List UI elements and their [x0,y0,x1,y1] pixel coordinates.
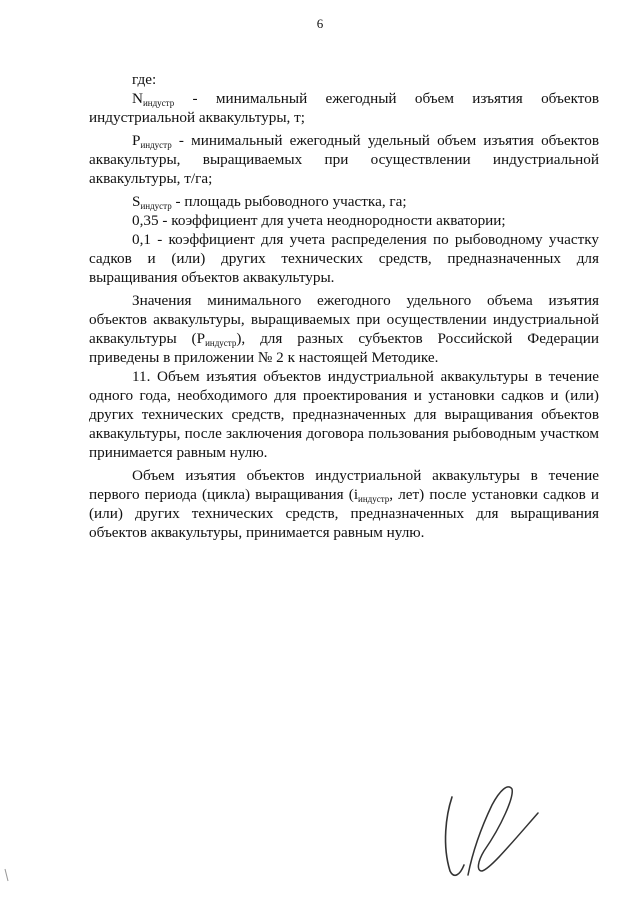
final-paragraph-start: Объем изъятия объектов индустриальной аквакультуры в течение первого периода (цикла) выращивания (i [89,467,599,503]
symbol-s: S [132,193,141,210]
subscript-n: индустр [142,98,175,108]
page-number: 6 [316,16,324,31]
final-paragraph [89,466,599,542]
subscript-p: индустр [140,140,172,150]
definition-s-text: - площадь рыбоводного участка, га; [171,193,407,210]
definition-n-text: - минимальный ежегодный объем изъятия объектов индустриальной аквакультуры, т; [89,90,599,126]
values-paragraph-start: Значения минимального ежегодного удельного объема изъятия объектов аквакультуры, выращиваемых при осуществлении индустриальной аквакультуры (P [89,292,599,347]
coefficient-035: 0,35 - коэффициент для учета неоднородности акватории; [132,212,506,229]
definition-p [89,131,599,188]
symbol-p: P [132,132,141,149]
subscript-s: индустр [140,201,172,211]
symbol-n: N [132,90,143,107]
values-paragraph-end: ), для разных субъектов Российской Федерации приведены в приложении № 2 к настоящей Методике. [89,330,599,366]
values-paragraph-subscript: индустр [205,338,237,348]
coefficient-01: 0,1 - коэффициент для учета распределения по рыбоводному участку садков и (или) других технических средств, предназначенных для выращивания объектов аквакультуры. [89,231,599,286]
final-paragraph-subscript: индустр [358,494,390,504]
scan-edge-mark [4,868,10,882]
paragraph-11: 11. Объем изъятия объектов индустриальной аквакультуры в течение одного года, необходимого для проектирования и установки садков и (или) других технических средств, предназначенных для выращивания объектов аквакультуры, после заключения договора пользования рыбоводным участком принимается равным нулю. [89,368,599,461]
handwritten-signature [420,775,570,885]
final-paragraph-end: , лет) после установки садков и (или) других технических средств, предназначенных для выращивания объектов аквакультуры, принимается равным нулю. [89,486,599,541]
values-paragraph [89,291,599,367]
definition-s [89,192,599,211]
definition-n [89,89,599,127]
definition-p-text: - минимальный ежегодный удельный объем изъятия объектов аквакультуры, выращиваемых при осуществлении индустриальной аквакультуры, т/га; [89,132,599,187]
where-label [89,70,599,89]
where-label-text: где: [132,71,157,88]
document-body [89,70,599,542]
